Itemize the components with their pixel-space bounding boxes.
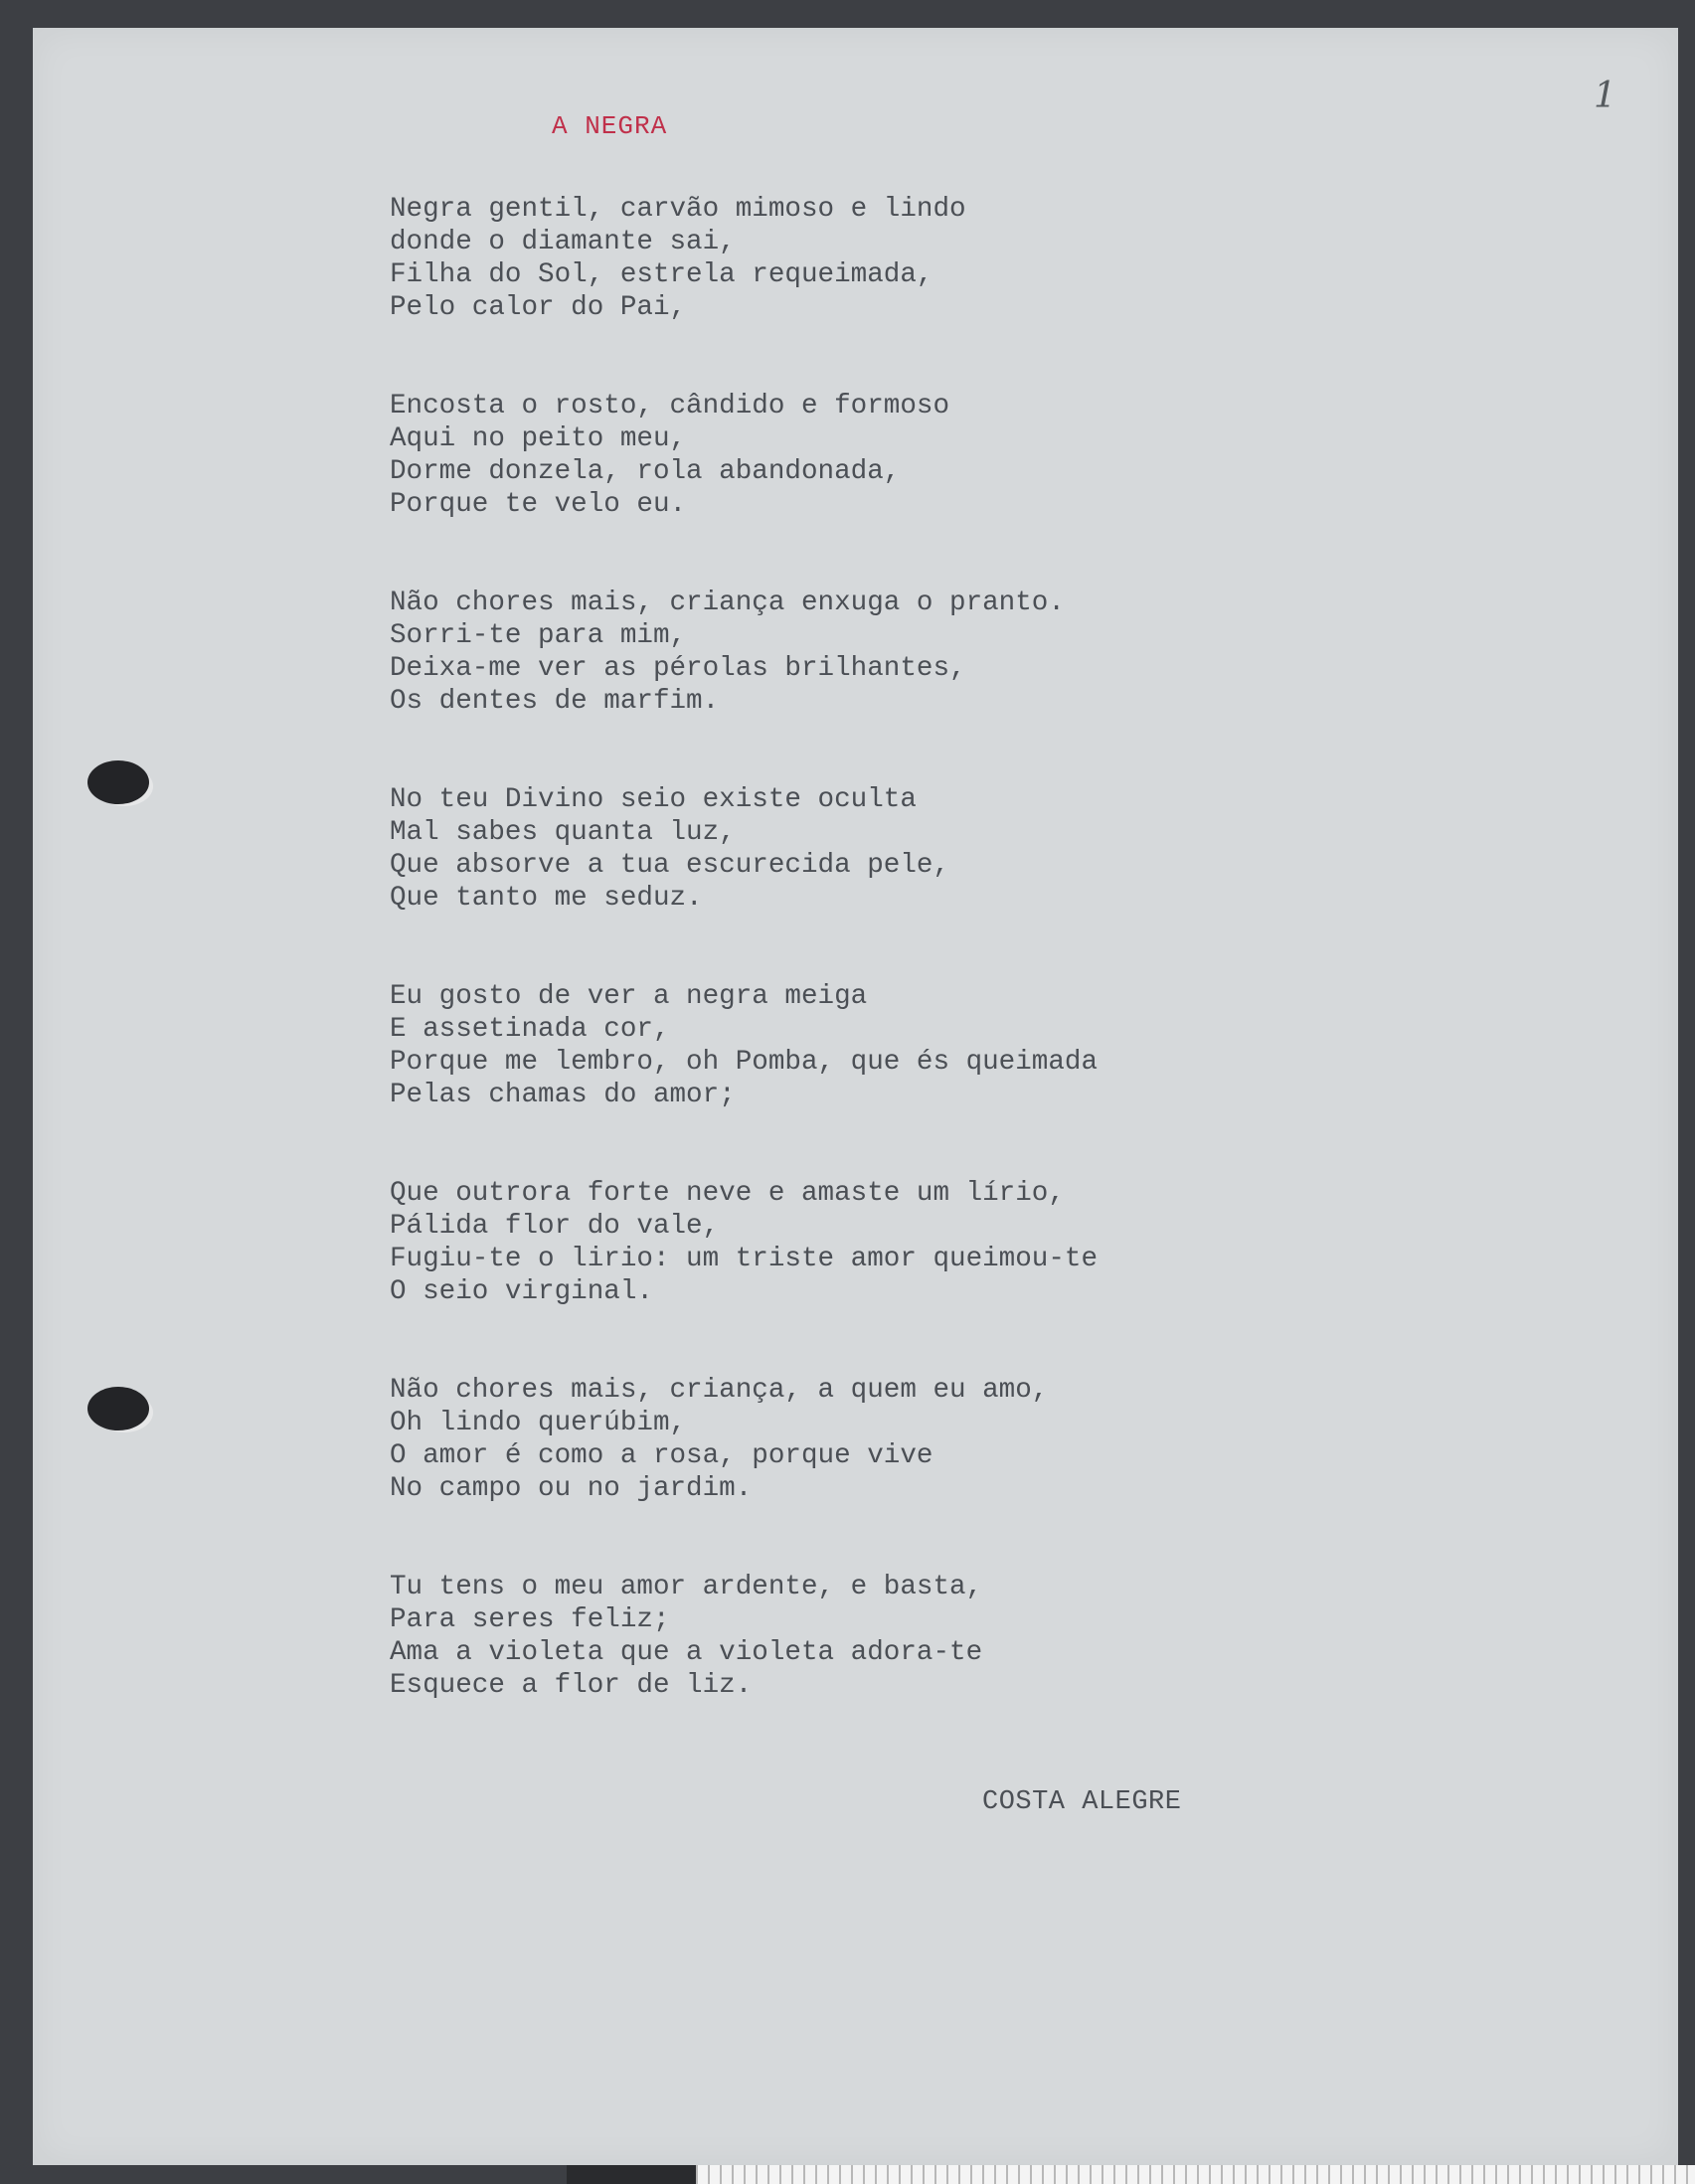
- poem-line: E assetinada cor,: [390, 1014, 670, 1045]
- stanza: [390, 193, 1098, 324]
- poem-line: Mal sabes quanta luz,: [390, 817, 736, 848]
- poem-author: COSTA ALEGRE: [982, 1787, 1182, 1817]
- stanza: [390, 783, 1098, 915]
- poem-line: Pálida flor do vale,: [390, 1211, 720, 1242]
- stanza: [390, 1374, 1098, 1505]
- poem-line: O amor é como a rosa, porque vive: [390, 1440, 933, 1471]
- poem-line: Dorme donzela, rola abandonada,: [390, 456, 901, 487]
- poem-line: No campo ou no jardim.: [390, 1473, 753, 1504]
- poem-line: Deixa-me ver as pérolas brilhantes,: [390, 653, 966, 684]
- document-page: [33, 28, 1678, 2165]
- scale-ruler-segment: [567, 2165, 696, 2184]
- poem-line: No teu Divino seio existe oculta: [390, 784, 917, 815]
- poem-line: Não chores mais, criança, a quem eu amo,: [390, 1375, 1049, 1406]
- poem-line: Que absorve a tua escurecida pele,: [390, 850, 950, 881]
- stanza: [390, 390, 1098, 521]
- poem-line: Negra gentil, carvão mimoso e lindo: [390, 194, 966, 225]
- poem-body: [390, 193, 1098, 1767]
- poem-line: Sorri-te para mim,: [390, 620, 687, 651]
- poem-line: Aqui no peito meu,: [390, 423, 687, 454]
- poem-line: Porque me lembro, oh Pomba, que és queimada: [390, 1047, 1099, 1078]
- poem-line: Porque te velo eu.: [390, 489, 687, 520]
- poem-line: Não chores mais, criança enxuga o pranto.: [390, 588, 1065, 618]
- stanza: [390, 587, 1098, 718]
- poem-line: donde o diamante sai,: [390, 227, 736, 257]
- page-number: 1: [1594, 76, 1616, 116]
- poem-line: Fugiu-te o lirio: um triste amor queimou-te: [390, 1244, 1099, 1274]
- poem-line: Encosta o rosto, cândido e formoso: [390, 391, 950, 421]
- poem-line: Os dentes de marfim.: [390, 686, 720, 717]
- stanza: [390, 1571, 1098, 1702]
- poem-line: Tu tens o meu amor ardente, e basta,: [390, 1572, 983, 1602]
- poem-line: Oh lindo querúbim,: [390, 1408, 687, 1438]
- punch-hole: [87, 760, 149, 804]
- poem-line: Ama a violeta que a violeta adora-te: [390, 1637, 983, 1668]
- stanza: [390, 1177, 1098, 1308]
- poem-line: Esquece a flor de liz.: [390, 1670, 753, 1701]
- poem-line: Que tanto me seduz.: [390, 883, 703, 914]
- poem-line: O seio virginal.: [390, 1276, 653, 1307]
- poem-line: Que outrora forte neve e amaste um lírio,: [390, 1178, 1065, 1209]
- poem-title: A NEGRA: [552, 111, 668, 141]
- poem-line: Eu gosto de ver a negra meiga: [390, 981, 868, 1012]
- punch-hole: [87, 1387, 149, 1430]
- poem-line: Pelas chamas do amor;: [390, 1080, 736, 1110]
- stanza: [390, 980, 1098, 1111]
- poem-line: Para seres feliz;: [390, 1604, 670, 1635]
- scale-ruler: [567, 2165, 1695, 2184]
- poem-line: Filha do Sol, estrela requeimada,: [390, 259, 933, 290]
- poem-line: Pelo calor do Pai,: [390, 292, 687, 323]
